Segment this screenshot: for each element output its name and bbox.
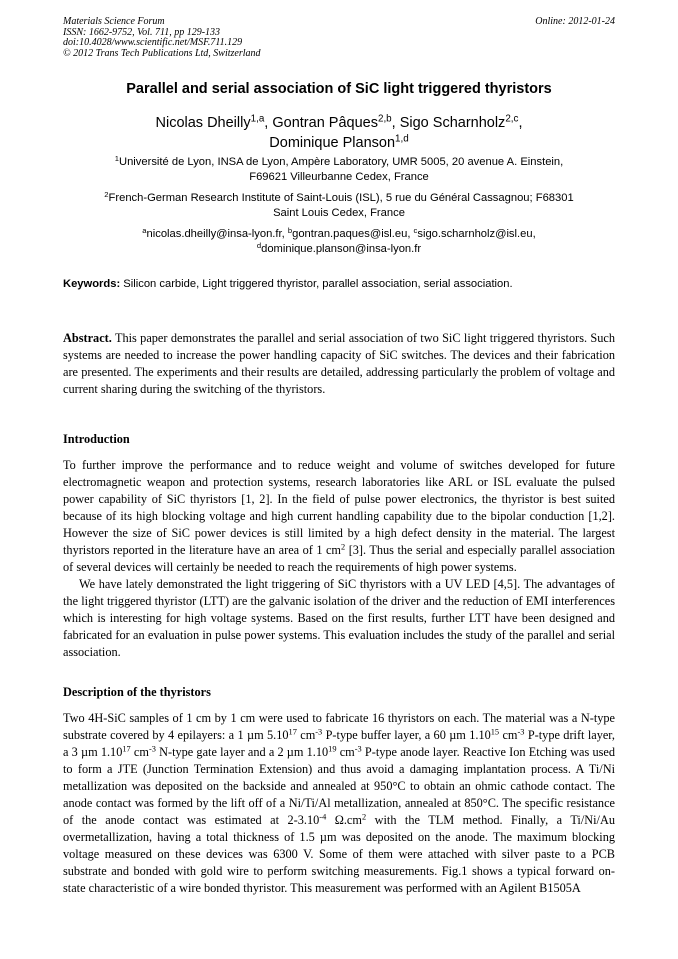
online-date: Online: 2012-01-24 <box>535 16 615 27</box>
copyright-line: © 2012 Trans Tech Publications Ltd, Switzerland <box>63 47 261 59</box>
affil-text: Saint Louis Cedex, France <box>273 207 405 219</box>
author-affil-mark: 1,d <box>395 133 409 145</box>
journal-header <box>63 17 615 59</box>
paragraph: To further improve the performance and to reduce weight and volume of switches developed for future electromagnetic weapon and protection systems, research laboratories like ARL or ISL evaluate the pulsed power capability of SiC thyristors [1, 2]. In the field of pulse power electronics, the thyristor is best suited because of its high blocking voltage and high current handling capability due to the bipolar conduction [1,2]. However the size of SiC power devices is still limited by a high defect density in the material. The largest thyristors reported in the literature have an area of 1 $cm^2$ [3]. Thus the serial and especially parallel association of several devices will certainly be needed to reach the requirements of high power systems. <box>63 458 615 574</box>
description-body <box>63 710 615 897</box>
author-affil-mark: 1,a <box>250 113 265 125</box>
paper-title: Parallel and serial association of SiC light triggered thyristors <box>126 81 552 97</box>
email-address: dominique.planson@insa-lyon.fr <box>261 243 422 255</box>
abstract <box>63 330 615 398</box>
issn-line: ISSN: 1662-9752, Vol. 711, pp 129-133 <box>63 26 221 38</box>
author-list: Nicolas Dheilly$^{1,a}$, Gontran Pâques$^{2,b}$, Sigo Scharnholz$^{2,c}$, Dominique Planson$^{1,d}$ <box>155 113 523 151</box>
paragraph: Two 4H-SiC samples of 1 cm by 1 cm were used to fabricate 16 thyristors on each. The material was a N-type substrate covered by 4 epilayers: a 1 µm 5.10$^{17}$ $cm^{-3}$ P-type buffer layer, a 60 µm 1.10$^{15}$ $cm^{-3}$ P-type drift layer, a 3 µm 1.10$^{17}$ $cm^{-3}$ N-type gate layer and a 2 µm 1.10$^{19}$ $cm^{-3}$ P-type anode layer. Reactive Ion Etching was used to form a JTE (Junction Termination Extension) and thus avoid a damaging implantation process. A Ti/Ni metallization was deposited on the backside and annealed at 950°C to obtain an ohmic cathode contact. The anode contact was formed by the lift off of a Ni/Ti/Al metallization, annealed at 850°C. The specific resistance of the anode contact was estimated at $2-3.10^{-4}$ $\Omega.cm^2$ with the TLM method. Finally, a Ti/Ni/Au overmetallization, having a total thickness of 1.5 µm was deposited on the anode. The maximum blocking voltage measured on these devices was 6300 V. Some of them were attached with silver paste to a PCB substrate and bonded with gold wire to perform switching measurements. Fig.1 shows a typical forward on-state characteristic of a wire bonded thyristor. This measurement was performed with an Agilent B1505A <box>63 711 615 895</box>
author-affil-mark: 2,c <box>505 113 519 125</box>
keywords <box>63 277 615 292</box>
author-name: Nicolas Dheilly <box>155 115 251 131</box>
author-emails <box>63 227 615 257</box>
keywords-text: Silicon carbide, Light triggered thyristor, parallel association, serial association. <box>120 278 513 290</box>
affiliation-2 <box>63 191 615 221</box>
author-separator: , <box>391 115 400 131</box>
email-mark: c <box>413 225 418 235</box>
email-mark: b <box>287 225 293 235</box>
introduction-body <box>63 457 615 661</box>
keywords-label: Keywords: <box>63 278 121 290</box>
email-mark: a <box>142 225 147 235</box>
affil-text: F69621 Villeurbanne Cedex, France <box>249 171 429 183</box>
author-affil-mark: 2,b <box>377 113 392 125</box>
author-separator: , <box>264 115 273 131</box>
email-address: sigo.scharnholz@isl.eu, <box>417 228 536 240</box>
email-address: nicolas.dheilly@insa-lyon.fr, <box>146 228 288 240</box>
abstract-label: Abstract. <box>63 331 112 345</box>
affil-text: French-German Research Institute of Saint-Louis (ISL), 5 rue du Général Cassagnou; F68301 <box>108 192 574 204</box>
affil-mark: 1 <box>114 153 119 163</box>
author-name: Dominique Planson <box>269 135 396 151</box>
affil-text: Université de Lyon, INSA de Lyon, Ampère Laboratory, UMR 5005, 20 avenue A. Einstein, <box>119 156 564 168</box>
introduction-heading: Introduction <box>63 432 130 446</box>
email-address: gontran.paques@isl.eu, <box>292 228 414 240</box>
affil-mark: 2 <box>104 189 109 199</box>
author-name: Sigo Scharnholz <box>399 115 506 131</box>
affiliation-1 <box>63 155 615 185</box>
abstract-text: This paper demonstrates the parallel and serial association of two SiC light triggered thyristors. Such systems are needed to increase the power handling capacity of SiC switches. The devices and their fabrication are presented. The experiments and their results are detailed, addressing particularly the problem of voltage and current sharing during the switching of the thyristors. <box>63 331 615 396</box>
author-name: Gontran Pâques <box>272 115 378 131</box>
description-heading: Description of the thyristors <box>63 685 211 699</box>
paragraph: We have lately demonstrated the light triggering of SiC thyristors with a UV LED [4,5]. The advantages of the light triggered thyristor (LTT) are the galvanic isolation of the driver and the reduction of EMI interferences which is interesting for high voltage systems. Based on the first results, further LTT have been designed and fabricated for an evaluation in pulse power systems. This evaluation includes the study of the parallel and serial association. <box>63 577 615 659</box>
doi-line: doi:10.4028/www.scientific.net/MSF.711.129 <box>63 37 243 48</box>
journal-name: Materials Science Forum <box>63 16 165 27</box>
email-mark: d <box>256 240 262 250</box>
